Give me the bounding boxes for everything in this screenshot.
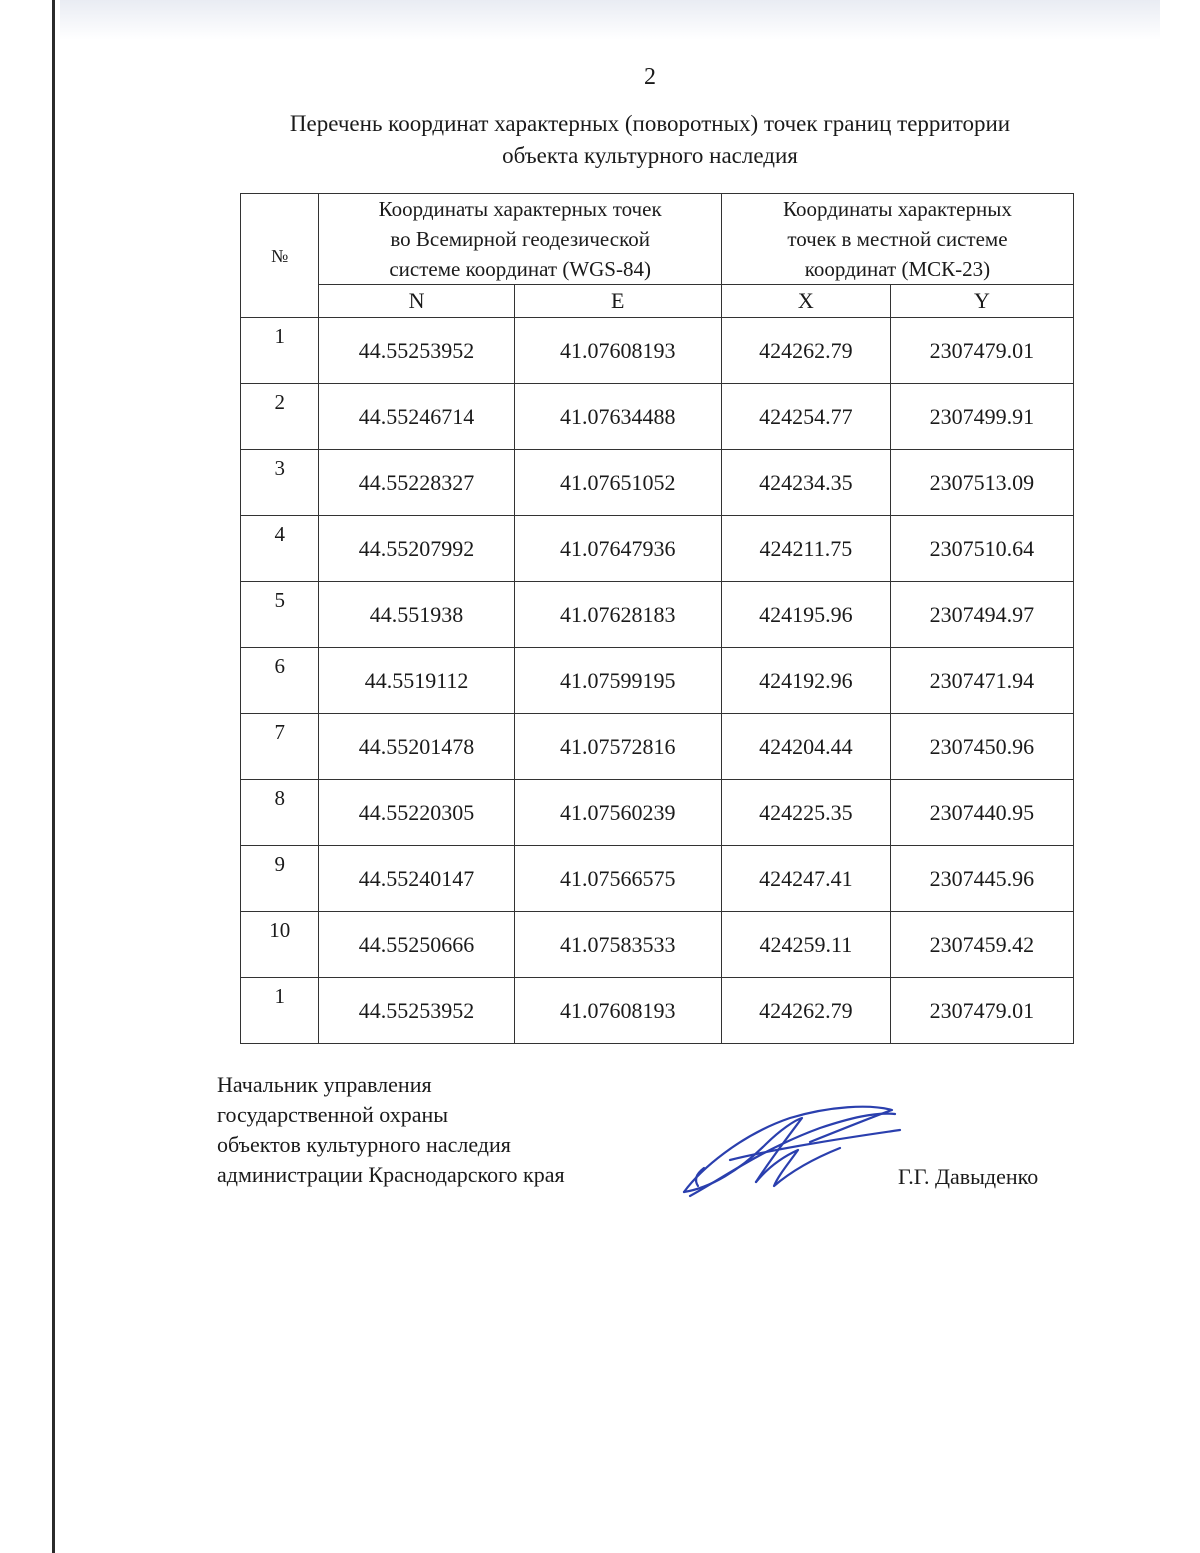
cell-y: 2307450.96 <box>890 714 1073 780</box>
cell-x: 424254.77 <box>721 384 890 450</box>
table-row <box>241 450 1074 516</box>
cell-y: 2307445.96 <box>890 846 1073 912</box>
cell-x: 424234.35 <box>721 450 890 516</box>
cell-y: 2307459.42 <box>890 912 1073 978</box>
cell-num: 9 <box>241 846 319 912</box>
cell-num: 7 <box>241 714 319 780</box>
header-wgs84-line-2: во Всемирной геодезической <box>390 227 650 251</box>
header-msk23-line-3: координат (МСК-23) <box>804 257 991 281</box>
cell-e: 41.07566575 <box>514 846 721 912</box>
cell-n: 44.55207992 <box>319 516 514 582</box>
page-number: 2 <box>644 64 656 90</box>
scan-edge <box>52 0 55 1553</box>
cell-y: 2307494.97 <box>890 582 1073 648</box>
scan-shadow <box>60 0 1160 40</box>
cell-num: 10 <box>241 912 319 978</box>
cell-y: 2307510.64 <box>890 516 1073 582</box>
cell-num: 1 <box>241 318 319 384</box>
cell-y: 2307499.91 <box>890 384 1073 450</box>
table-row <box>241 780 1074 846</box>
header-msk23 <box>721 194 1073 285</box>
header-msk23-line-1: Координаты характерных <box>783 197 1012 221</box>
cell-x: 424262.79 <box>721 978 890 1044</box>
cell-n: 44.55246714 <box>319 384 514 450</box>
cell-n: 44.55253952 <box>319 318 514 384</box>
cell-num: 5 <box>241 582 319 648</box>
cell-n: 44.55250666 <box>319 912 514 978</box>
cell-n: 44.55201478 <box>319 714 514 780</box>
cell-e: 41.07634488 <box>514 384 721 450</box>
cell-n: 44.5519112 <box>319 648 514 714</box>
cell-num: 2 <box>241 384 319 450</box>
table-body <box>241 318 1074 1044</box>
table-row <box>241 648 1074 714</box>
cell-n: 44.55240147 <box>319 846 514 912</box>
cell-y: 2307479.01 <box>890 978 1073 1044</box>
cell-n: 44.55220305 <box>319 780 514 846</box>
header-x: X <box>721 285 890 318</box>
cell-n: 44.55253952 <box>319 978 514 1044</box>
cell-num: 1 <box>241 978 319 1044</box>
cell-e: 41.07647936 <box>514 516 721 582</box>
document-title <box>200 108 1100 172</box>
header-msk23-line-2: точек в местной системе <box>787 227 1008 251</box>
cell-n: 44.55228327 <box>319 450 514 516</box>
table-subheader-row <box>241 285 1074 318</box>
cell-num: 4 <box>241 516 319 582</box>
cell-e: 41.07599195 <box>514 648 721 714</box>
cell-x: 424247.41 <box>721 846 890 912</box>
cell-e: 41.07608193 <box>514 318 721 384</box>
cell-x: 424225.35 <box>721 780 890 846</box>
cell-e: 41.07651052 <box>514 450 721 516</box>
table-row <box>241 714 1074 780</box>
cell-x: 424262.79 <box>721 318 890 384</box>
cell-e: 41.07572816 <box>514 714 721 780</box>
cell-y: 2307479.01 <box>890 318 1073 384</box>
header-n: N <box>319 285 514 318</box>
table-row <box>241 384 1074 450</box>
cell-e: 41.07608193 <box>514 978 721 1044</box>
table-row <box>241 978 1074 1044</box>
title-line-2: объекта культурного наследия <box>502 143 798 168</box>
cell-x: 424192.96 <box>721 648 890 714</box>
position-line-1: Начальник управления <box>217 1072 432 1097</box>
cell-e: 41.07560239 <box>514 780 721 846</box>
handwritten-signature <box>670 1100 910 1210</box>
table-row <box>241 912 1074 978</box>
cell-x: 424195.96 <box>721 582 890 648</box>
header-e: E <box>514 285 721 318</box>
table-header-row <box>241 194 1074 285</box>
header-wgs84 <box>319 194 721 285</box>
cell-x: 424211.75 <box>721 516 890 582</box>
position-line-4: администрации Краснодарского края <box>217 1162 565 1187</box>
header-wgs84-line-1: Координаты характерных точек <box>378 197 662 221</box>
cell-y: 2307471.94 <box>890 648 1073 714</box>
table-row <box>241 582 1074 648</box>
cell-n: 44.551938 <box>319 582 514 648</box>
position-line-2: государственной охраны <box>217 1102 449 1127</box>
header-y: Y <box>890 285 1073 318</box>
header-wgs84-line-3: системе координат (WGS-84) <box>389 257 651 281</box>
cell-x: 424259.11 <box>721 912 890 978</box>
coordinates-table <box>240 193 1074 1044</box>
signer-name: Г.Г. Давыденко <box>898 1164 1039 1189</box>
cell-num: 3 <box>241 450 319 516</box>
cell-num: 6 <box>241 648 319 714</box>
cell-e: 41.07583533 <box>514 912 721 978</box>
cell-y: 2307513.09 <box>890 450 1073 516</box>
header-number: № <box>241 194 319 318</box>
table-row <box>241 318 1074 384</box>
title-line-1: Перечень координат характерных (поворотных) точек границ территории <box>289 111 1011 136</box>
table-row <box>241 516 1074 582</box>
table-row <box>241 846 1074 912</box>
cell-num: 8 <box>241 780 319 846</box>
signatory-position <box>217 1070 565 1190</box>
cell-y: 2307440.95 <box>890 780 1073 846</box>
position-line-3: объектов культурного наследия <box>217 1132 511 1157</box>
cell-x: 424204.44 <box>721 714 890 780</box>
cell-e: 41.07628183 <box>514 582 721 648</box>
